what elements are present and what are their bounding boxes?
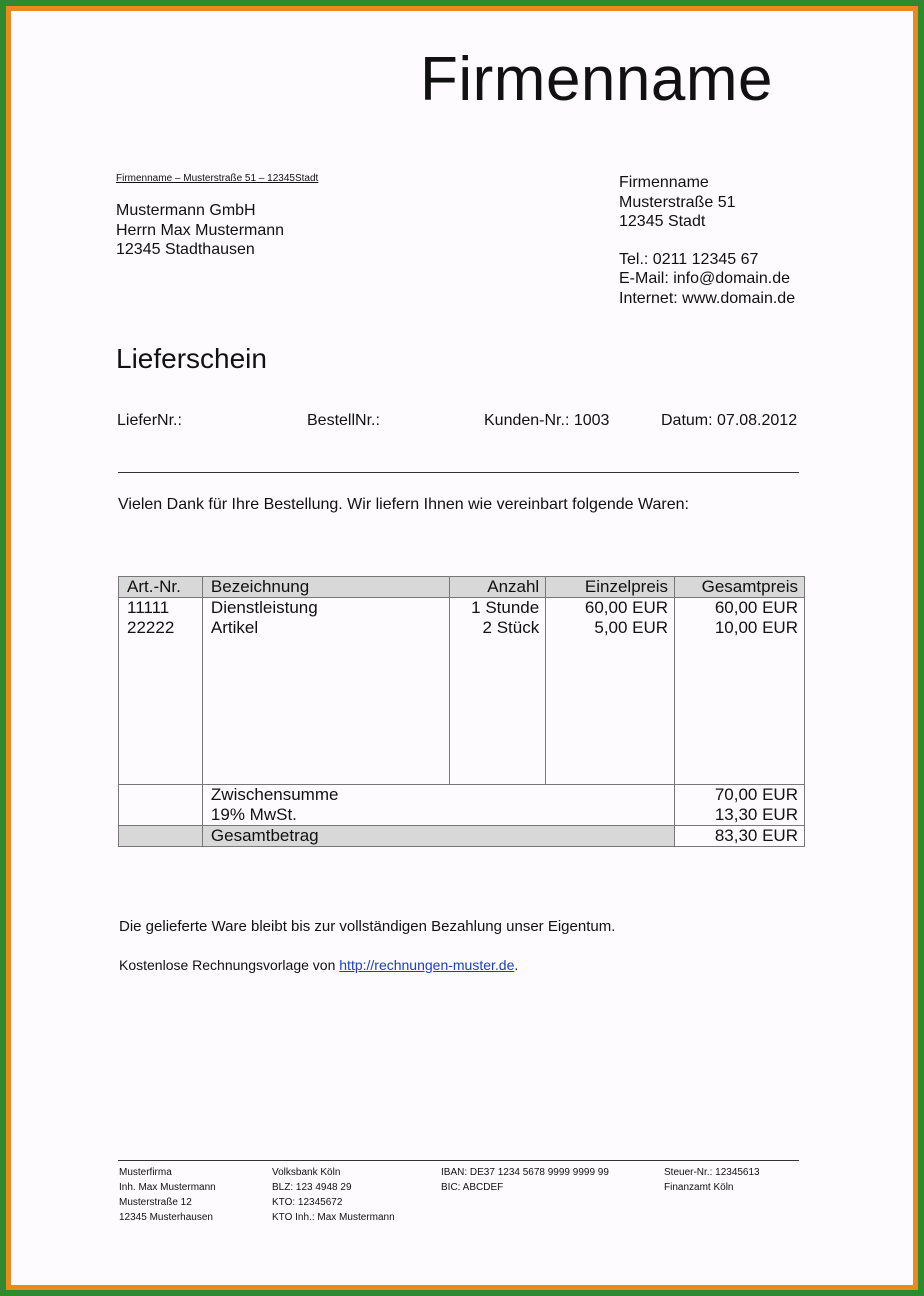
- column-header: Gesamtpreis: [675, 577, 805, 598]
- table-row: [119, 598, 805, 619]
- footer-iban: [441, 1165, 609, 1195]
- table-row: [119, 618, 805, 638]
- cell-description: Artikel: [202, 618, 449, 638]
- template-source: [119, 955, 518, 975]
- column-header: Bezeichnung: [202, 577, 449, 598]
- footer-line: Musterstraße 12: [119, 1197, 192, 1208]
- document-date: Datum: 07.08.2012: [661, 412, 798, 429]
- footer-bank: [272, 1165, 395, 1225]
- company-contact-block: [619, 173, 795, 308]
- ownership-note: Die gelieferte Ware bleibt bis zur vollständigen Bezahlung unser Eigentum.: [119, 918, 616, 935]
- cell-quantity: 2 Stück: [450, 618, 546, 638]
- cell-article-number: 11111: [119, 598, 203, 619]
- subtotal-value: 70,00 EUR: [675, 785, 805, 806]
- column-header: Art.-Nr.: [119, 577, 203, 598]
- column-header: Einzelpreis: [546, 577, 675, 598]
- items-table: [118, 576, 805, 847]
- footer-line: Volksbank Köln: [272, 1167, 341, 1178]
- company-title: Firmenname: [420, 45, 773, 114]
- contact-line: Firmenname: [619, 174, 709, 191]
- footer-company: [119, 1165, 216, 1225]
- cell-article-number: 22222: [119, 618, 203, 638]
- tax-label: 19% MwSt.: [202, 805, 674, 826]
- cell-description: Dienstleistung: [202, 598, 449, 619]
- footer-line: 12345 Musterhausen: [119, 1212, 213, 1223]
- column-header: Anzahl: [450, 577, 546, 598]
- cell-total-price: 60,00 EUR: [675, 598, 805, 619]
- contact-line: 12345 Stadt: [619, 213, 706, 230]
- order-number: BestellNr.:: [307, 412, 380, 429]
- footer-tax: [664, 1165, 760, 1195]
- contact-phone: Tel.: 0211 12345 67: [619, 250, 759, 268]
- subtotal-label: Zwischensumme: [202, 785, 674, 806]
- table-filler-row: [119, 638, 805, 785]
- recipient-line: Mustermann GmbH: [116, 202, 256, 219]
- footer-line: Steuer-Nr.: 12345613: [664, 1167, 760, 1178]
- customer-number: Kunden-Nr.: 1003: [484, 412, 610, 429]
- footer-line: Inh. Max Mustermann: [119, 1182, 216, 1193]
- recipient-line: 12345 Stadthausen: [116, 241, 255, 258]
- cell-unit-price: 60,00 EUR: [546, 598, 675, 619]
- tax-value: 13,30 EUR: [675, 805, 805, 826]
- recipient-line: Herrn Max Mustermann: [116, 221, 285, 239]
- footer-divider: [118, 1160, 799, 1161]
- cell-unit-price: 5,00 EUR: [546, 618, 675, 638]
- intro-text: Vielen Dank für Ihre Bestellung. Wir liefern Ihnen wie vereinbart folgende Waren:: [118, 496, 689, 513]
- source-prefix: Kostenlose Rechnungsvorlage von: [119, 957, 336, 973]
- footer-line: KTO Inh.: Max Mustermann: [272, 1212, 395, 1223]
- contact-email: E-Mail: info@domain.de: [619, 270, 790, 287]
- cell-quantity: 1 Stunde: [450, 598, 546, 619]
- divider: [118, 472, 799, 473]
- contact-line: Musterstraße 51: [619, 193, 736, 211]
- footer-line: BLZ: 123 4948 29: [272, 1182, 352, 1193]
- total-label: Gesamtbetrag: [202, 826, 674, 847]
- tax-row: [119, 805, 805, 826]
- recipient-address: [116, 201, 284, 260]
- contact-website: Internet: www.domain.de: [619, 289, 796, 307]
- delivery-number: LieferNr.:: [117, 412, 182, 429]
- source-suffix: .: [514, 957, 519, 973]
- total-value: 83,30 EUR: [675, 826, 805, 847]
- footer-line: Musterfirma: [119, 1167, 172, 1178]
- footer-line: IBAN: DE37 1234 5678 9999 9999 99: [441, 1167, 609, 1178]
- table-header-row: [119, 577, 805, 598]
- source-link[interactable]: http://rechnungen-muster.de: [339, 957, 515, 973]
- total-row: [119, 826, 805, 847]
- cell-total-price: 10,00 EUR: [675, 618, 805, 638]
- footer-line: KTO: 12345672: [272, 1197, 343, 1208]
- footer-line: BIC: ABCDEF: [441, 1182, 504, 1193]
- footer-line: Finanzamt Köln: [664, 1182, 734, 1193]
- subtotal-row: [119, 785, 805, 806]
- document-title: Lieferschein: [116, 343, 267, 374]
- sender-line: Firmenname – Musterstraße 51 – 12345Stadt: [116, 173, 319, 184]
